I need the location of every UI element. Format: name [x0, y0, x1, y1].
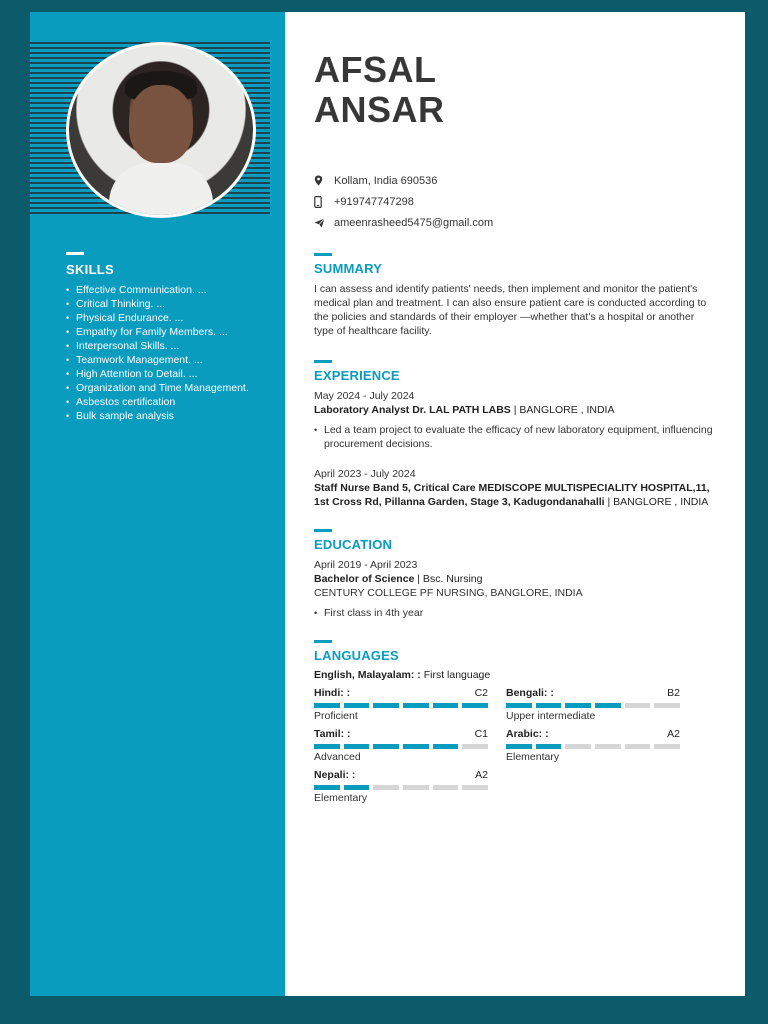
education-dates: April 2019 - April 2023 — [314, 559, 418, 571]
proficiency-segment — [536, 703, 562, 708]
job-role: Laboratory Analyst Dr. LAL PATH LABS — [314, 404, 511, 416]
skill-item: • Bulk sample analysis — [66, 409, 266, 423]
education-bullet: • First class in 4th year — [314, 606, 714, 620]
native-languages-value: First language — [420, 669, 491, 681]
contact-phone — [314, 191, 714, 212]
proficiency-segment — [344, 744, 370, 749]
proficiency-segment — [654, 744, 680, 749]
proficiency-segment — [625, 744, 651, 749]
language-name: Tamil: : — [314, 728, 351, 740]
language-name: Nepali: : — [314, 769, 356, 781]
language-name: Hindi: : — [314, 687, 351, 699]
skill-item: • Physical Endurance. ... — [66, 311, 266, 325]
job-bullets — [314, 423, 714, 451]
job-dates: May 2024 - July 2024 — [314, 390, 415, 402]
education-degree: Bachelor of Science — [314, 573, 415, 585]
language-item — [314, 728, 488, 763]
experience-section — [314, 360, 714, 509]
job-title — [314, 481, 714, 509]
section-marker — [314, 529, 332, 532]
job-entry — [314, 467, 714, 509]
proficiency-segment — [625, 703, 651, 708]
first-name: AFSAL — [314, 49, 437, 90]
education-bullets — [314, 606, 714, 620]
language-item — [506, 687, 680, 722]
proficiency-segment — [565, 744, 591, 749]
job-title — [314, 403, 714, 417]
language-header — [314, 728, 488, 740]
proficiency-segment — [433, 703, 459, 708]
job-bullet: • Led a team project to evaluate the efficacy of new laboratory equipment, influencing procurement decisions. — [314, 423, 714, 451]
proficiency-segment — [314, 703, 340, 708]
skill-item: • Organization and Time Management. — [66, 381, 266, 395]
phone-text[interactable]: +919747747298 — [334, 195, 414, 208]
job-location: | BANGLORE , INDIA — [604, 496, 709, 508]
proficiency-segment — [565, 703, 591, 708]
last-name: ANSAR — [314, 89, 445, 130]
language-header — [506, 687, 680, 699]
language-name: Bengali: : — [506, 687, 554, 699]
language-code: A2 — [475, 769, 488, 781]
languages-section — [314, 640, 714, 804]
education-title: EDUCATION — [314, 537, 393, 552]
skill-item: • Asbestos certification — [66, 395, 266, 409]
skill-item: • High Attention to Detail. ... — [66, 367, 266, 381]
contact-email — [314, 212, 714, 233]
language-item — [314, 769, 488, 804]
language-header — [314, 687, 488, 699]
proficiency-segment — [595, 744, 621, 749]
email-link[interactable]: ameenrasheed5475@gmail.com — [334, 216, 494, 229]
contact-location — [314, 170, 714, 191]
experience-title: EXPERIENCE — [314, 368, 400, 383]
languages-grid — [314, 687, 714, 804]
language-code: B2 — [667, 687, 680, 699]
skill-item: • Empathy for Family Members. ... — [66, 325, 266, 339]
summary-title: SUMMARY — [314, 261, 383, 276]
proficiency-segment — [433, 785, 459, 790]
proficiency-segment — [314, 785, 340, 790]
summary-section — [314, 253, 714, 338]
language-code: C1 — [474, 728, 488, 740]
education-school: CENTURY COLLEGE PF NURSING, BANGLORE, INDIA — [314, 587, 583, 599]
language-item — [314, 687, 488, 722]
language-proficiency-bar — [506, 744, 680, 749]
proficiency-segment — [595, 703, 621, 708]
proficiency-segment — [373, 785, 399, 790]
native-languages — [314, 669, 714, 681]
location-pin-icon — [314, 175, 334, 186]
contact-block — [314, 170, 714, 233]
section-marker — [314, 253, 332, 256]
skills-list — [66, 283, 266, 423]
language-proficiency-bar — [314, 785, 488, 790]
language-code: C2 — [474, 687, 488, 699]
job-role: Staff Nurse Band 5, Critical Care MEDISCOPE MULTISPECIALITY HOSPITAL,11, 1st Cross Rd, Pillanna Garden, Stage 3, Kadugondanahalli — [314, 482, 710, 508]
proficiency-segment — [433, 744, 459, 749]
language-header — [314, 769, 488, 781]
proficiency-segment — [506, 744, 532, 749]
proficiency-segment — [536, 744, 562, 749]
proficiency-segment — [462, 703, 488, 708]
proficiency-segment — [506, 703, 532, 708]
language-level: Advanced — [314, 751, 361, 763]
proficiency-segment — [373, 744, 399, 749]
skills-title: SKILLS — [66, 262, 115, 277]
proficiency-segment — [654, 703, 680, 708]
skills-section — [66, 252, 266, 423]
proficiency-segment — [344, 703, 370, 708]
job-entry — [314, 389, 714, 451]
skill-item: • Effective Communication. ... — [66, 283, 266, 297]
language-header — [506, 728, 680, 740]
summary-text: I can assess and identify patients' needs, then implement and monitor the patient's medical plan and treatment. I can also ensure patient care is conducted according to the policies and standards of their employer —whether that's a hospital or another type of healthcare facility. — [314, 283, 707, 337]
job-dates: April 2023 - July 2024 — [314, 468, 416, 480]
job-location: | BANGLORE , INDIA — [510, 404, 615, 416]
education-section — [314, 529, 714, 620]
candidate-name — [314, 50, 714, 130]
language-level: Elementary — [506, 751, 560, 763]
skill-item: • Critical Thinking. ... — [66, 297, 266, 311]
skill-item: • Teamwork Management. ... — [66, 353, 266, 367]
proficiency-segment — [373, 703, 399, 708]
skill-item: • Interpersonal Skills. ... — [66, 339, 266, 353]
proficiency-segment — [403, 785, 429, 790]
profile-photo — [66, 42, 256, 218]
languages-title: LANGUAGES — [314, 648, 399, 663]
proficiency-segment — [314, 744, 340, 749]
language-level: Proficient — [314, 710, 358, 722]
language-level: Elementary — [314, 792, 368, 804]
main-content — [314, 50, 714, 804]
education-field: | Bsc. Nursing — [414, 573, 483, 585]
proficiency-segment — [403, 703, 429, 708]
resume-page — [30, 12, 745, 996]
language-name: Arabic: : — [506, 728, 549, 740]
native-languages-label: English, Malayalam: : — [314, 669, 421, 681]
proficiency-segment — [462, 785, 488, 790]
phone-icon — [314, 196, 334, 208]
language-item — [506, 728, 680, 763]
proficiency-segment — [403, 744, 429, 749]
sidebar — [30, 12, 285, 996]
language-level: Upper intermediate — [506, 710, 596, 722]
location-text: Kollam, India 690536 — [334, 174, 438, 187]
section-marker — [314, 360, 332, 363]
language-proficiency-bar — [314, 703, 488, 708]
send-icon — [314, 218, 334, 228]
proficiency-segment — [462, 744, 488, 749]
section-marker — [66, 252, 84, 255]
proficiency-segment — [344, 785, 370, 790]
section-marker — [314, 640, 332, 643]
language-proficiency-bar — [314, 744, 488, 749]
education-degree-line — [314, 572, 714, 586]
language-code: A2 — [667, 728, 680, 740]
language-proficiency-bar — [506, 703, 680, 708]
